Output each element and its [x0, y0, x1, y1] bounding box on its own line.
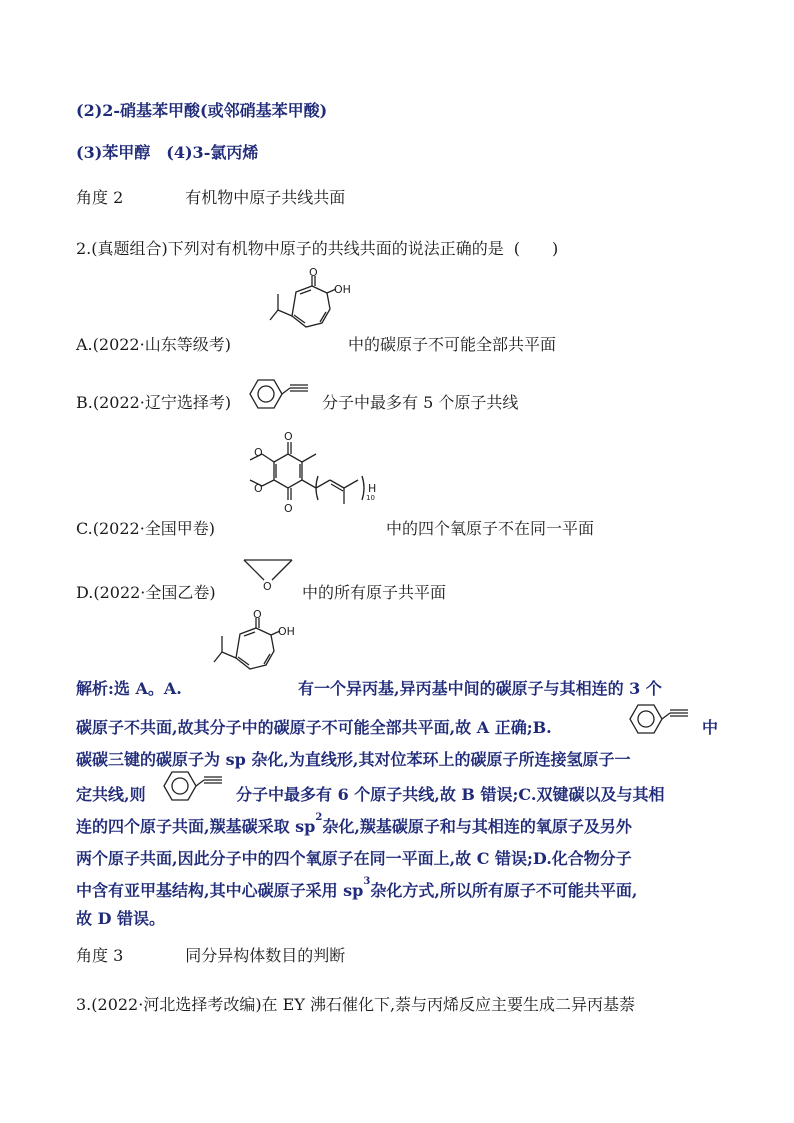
ethylene-oxide-molecule-d — [238, 554, 298, 596]
answer-line-3 — [76, 140, 258, 163]
option-a-suffix: 中的碳原子不可能全部共平面 — [348, 335, 557, 354]
explain-line-1a: 解析:选 A。A. — [76, 679, 182, 698]
explain-line-4b: 分子中最多有 6 个原子共线,故 B 错误;C.双键碳以及与其相 — [236, 785, 665, 804]
repeat-count-label: 10 — [366, 494, 375, 502]
coenzyme-q10-molecule-c — [232, 428, 382, 526]
explain-line-6: 两个原子共面,因此分子中的四个氧原子在同一平面上,故 C 错误;D.化合物分子 — [76, 849, 632, 868]
answer-line-2: (2)2-硝基苯甲酸(或邻硝基苯甲酸) — [76, 101, 328, 120]
explain-line-1b: 有一个异丙基,异丙基中间的碳原子与其相连的 3 个 — [298, 679, 662, 698]
atom-o-bottom-label: O — [284, 502, 293, 515]
tropolone-molecule-a — [248, 266, 351, 352]
explain-line-5b: 杂化,羰基碳原子和与其相连的氧原子及另外 — [322, 817, 632, 836]
question2-stem — [76, 236, 558, 259]
explain-line-8: 故 D 错误。 — [76, 909, 166, 928]
question2-text: 2.(真题组合)下列对有机物中原子的共线共面的说法正确的是 — [76, 239, 504, 258]
option-b-suffix: 分子中最多有 5 个原子共线 — [322, 393, 519, 412]
atom-o-label-2: O — [253, 608, 262, 621]
sp3-superscript: 3 — [363, 876, 371, 887]
atom-oh-label: OH — [334, 283, 351, 296]
atom-o-methoxy2-label: O — [254, 482, 263, 495]
angle3-title: 同分异构体数目的判断 — [185, 946, 346, 965]
angle2-title: 有机物中原子共线共面 — [185, 188, 346, 207]
phenylacetylene-molecule-explain-2 — [160, 768, 232, 804]
angle2-heading — [76, 185, 345, 208]
explain-line-7a: 中含有亚甲基结构,其中心碳原子采用 sp — [76, 881, 364, 900]
atom-o-top-label: O — [284, 430, 293, 443]
atom-oh-label-2: OH — [278, 625, 295, 638]
tropolone-molecule-explain — [192, 608, 302, 694]
atom-h-label: H — [368, 482, 377, 495]
explain-line-4a: 定共线,则 — [76, 785, 146, 804]
explain-line-3: 碳碳三键的碳原子为 sp 杂化,为直线形,其对位苯环上的碳原子所连接氢原子一 — [76, 750, 631, 769]
option-c-prefix: C.(2022·全国甲卷) — [76, 519, 216, 538]
angle3-label: 角度 3 — [76, 946, 124, 965]
phenylacetylene-molecule-b — [246, 376, 318, 412]
question3-stem: 3.(2022·河北选择考改编)在 EY 沸石催化下,萘与丙烯反应主要生成二异丙基萘 — [76, 995, 636, 1014]
angle2-label: 角度 2 — [76, 188, 124, 207]
option-d-prefix: D.(2022·全国乙卷) — [76, 583, 216, 602]
atom-o-label: O — [309, 266, 318, 279]
option-b-prefix: B.(2022·辽宁选择考) — [76, 393, 232, 412]
answer-4: (4)3-氯丙烯 — [166, 143, 259, 162]
explain-line-5a: 连的四个原子共面,羰基碳采取 sp — [76, 817, 316, 836]
atom-o-epoxide-label: O — [263, 580, 272, 593]
angle3-heading — [76, 943, 345, 966]
option-d-suffix: 中的所有原子共平面 — [302, 583, 447, 602]
option-a-prefix: A.(2022·山东等级考) — [76, 335, 231, 354]
phenylacetylene-molecule-explain-1 — [626, 701, 698, 737]
explain-line-2b: 中 — [702, 718, 719, 737]
explain-line-2a: 碳原子不共面,故其分子中的碳原子不可能全部共平面,故 A 正确;B. — [76, 718, 552, 737]
explain-line-7b: 杂化方式,所以所有原子不可能共平面, — [370, 881, 638, 900]
answer-3: (3)苯甲醇 — [76, 143, 151, 162]
explain-line-7 — [76, 878, 637, 901]
option-c-suffix: 中的四个氧原子不在同一平面 — [386, 519, 595, 538]
atom-o-methoxy1-label: O — [254, 446, 263, 459]
answer-parentheses: ( ) — [513, 239, 559, 258]
explain-line-5 — [76, 814, 632, 837]
sp2-superscript: 2 — [315, 812, 323, 823]
